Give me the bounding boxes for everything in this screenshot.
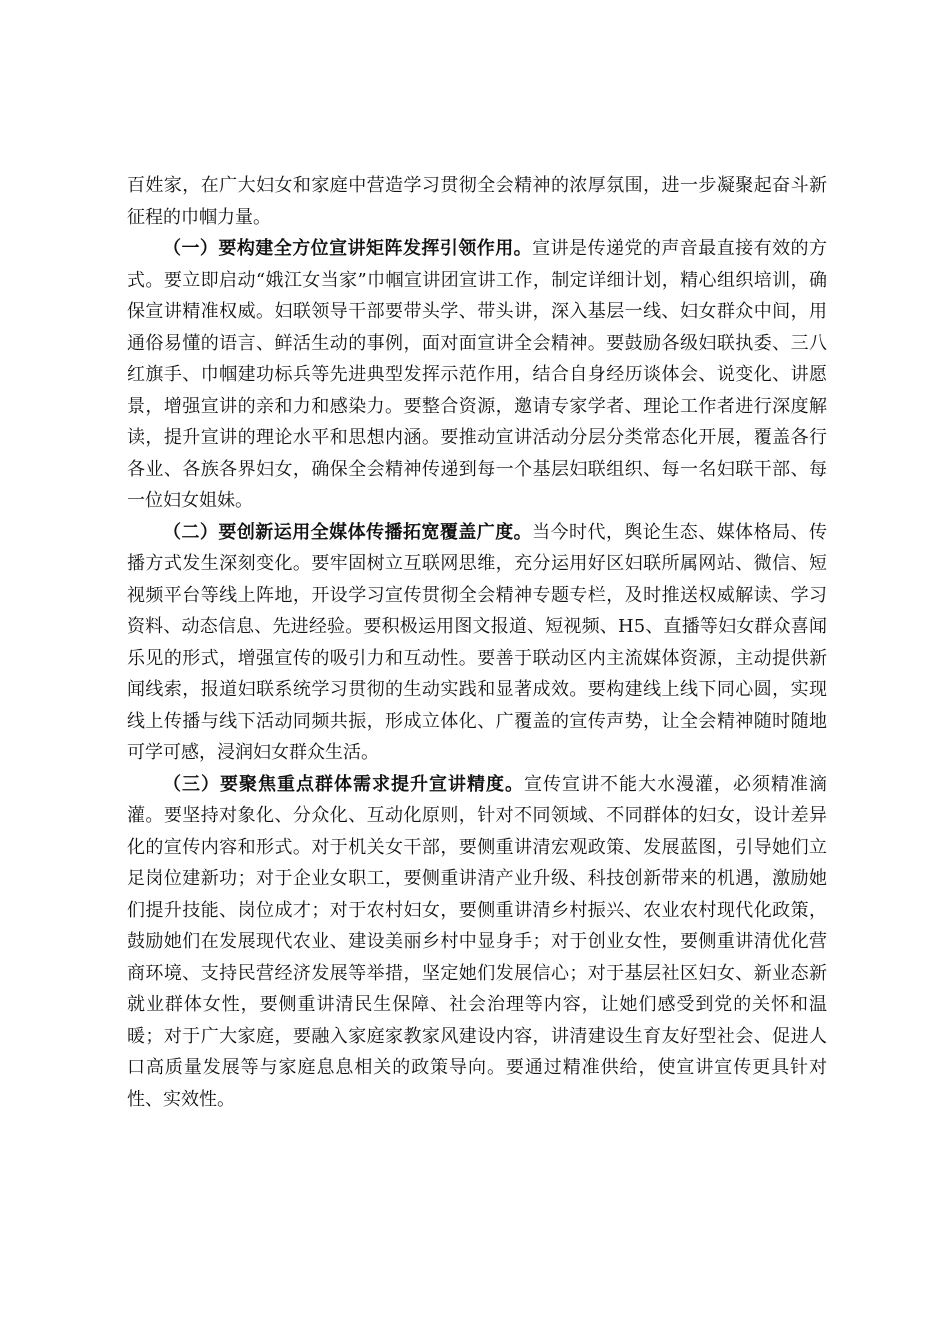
section-heading-1: （一）要构建全方位宣讲矩阵发挥引领作用。 — [163, 238, 533, 259]
paragraph-section-3 — [127, 769, 827, 1116]
paragraph-continuation — [127, 170, 827, 233]
section-heading-2: （二）要创新运用全媒体传播拓宽覆盖广度。 — [163, 521, 533, 543]
paragraph-text: 宣传宣讲不能大水漫灌，必须精准滴灌。要坚持对象化、分众化、互动化原则，针对不同领域、不同群体的妇女，设计差异化的宣传内容和形式。对于机关女干部，要侧重讲清宏观政策、发展蓝图，引导她们立足岗位建新功；对于企业女职工，要侧重讲清产业升级、科技创新带来的机遇，激励她们提升技能、岗位成才；对于农村妇女，要侧重讲清乡村振兴、农业农村现代化政策，鼓励她们在发展现代农业、建设美丽乡村中显身手；对于创业女性，要侧重讲清优化营商环境、支持民营经济发展等举措，坚定她们发展信心；对于基层社区妇女、新业态新就业群体女性，要侧重讲清民生保障、社会治理等内容，让她们感受到党的关怀和温暖；对于广大家庭，要融入家庭家教家风建设内容，讲清建设生育友好型社会、促进人口高质量发展等与家庭息息相关的政策导向。要通过精准供给，使宣讲宣传更具针对性、实效性。 — [127, 773, 827, 1110]
paragraph-text: 宣讲是传递党的声音最直接有效的方式。要立即启动“娥江女当家”巾帼宣讲团宣讲工作，制定详细计划，精心组织培训，确保宣讲精准权威。妇联领导干部要带头学、带头讲，深入基层一线、妇女群众中间，用通俗易懂的语言、鲜活生动的事例，面对面宣讲全会精神。要鼓励各级妇联执委、三八红旗手、巾帼建功标兵等先进典型发挥示范作用，结合自身经历谈体会、说变化、讲愿景，增强宣讲的亲和力和感染力。要整合资源，邀请专家学者、理论工作者进行深度解读，提升宣讲的理论水平和思想内涵。要推动宣讲活动分层分类常态化开展，覆盖各行各业、各族各界妇女，确保全会精神传递到每一个基层妇联组织、每一名妇联干部、每一位妇女姐妹。 — [127, 238, 827, 511]
paragraph-text: 当今时代，舆论生态、媒体格局、传播方式发生深刻变化。要牢固树立互联网思维，充分运用好区妇联所属网站、微信、短视频平台等线上阵地，开设学习宣传贯彻全会精神专题专栏，及时推送权威解读、学习资料、动态信息、先进经验。要积极运用图文报道、短视频、H5、直播等妇女群众喜闻乐见的形式，增强宣传的吸引力和互动性。要善于联动区内主流媒体资源，主动提供新闻线索，报道妇联系统学习贯彻的生动实践和显著成效。要构建线上线下同心圆，实现线上传播与线下活动同频共振，形成立体化、广覆盖的宣传声势，让全会精神随时随地可学可感，浸润妇女群众生活。 — [127, 521, 827, 763]
section-heading-3: （三）要聚焦重点群体需求提升宣讲精度。 — [163, 773, 524, 795]
paragraph-section-1 — [127, 233, 827, 517]
paragraph-section-2 — [127, 517, 827, 769]
document-body — [127, 170, 827, 1115]
paragraph-text: 百姓家，在广大妇女和家庭中营造学习贯彻全会精神的浓厚氛围，进一步凝聚起奋斗新征程的巾帼力量。 — [127, 175, 827, 228]
